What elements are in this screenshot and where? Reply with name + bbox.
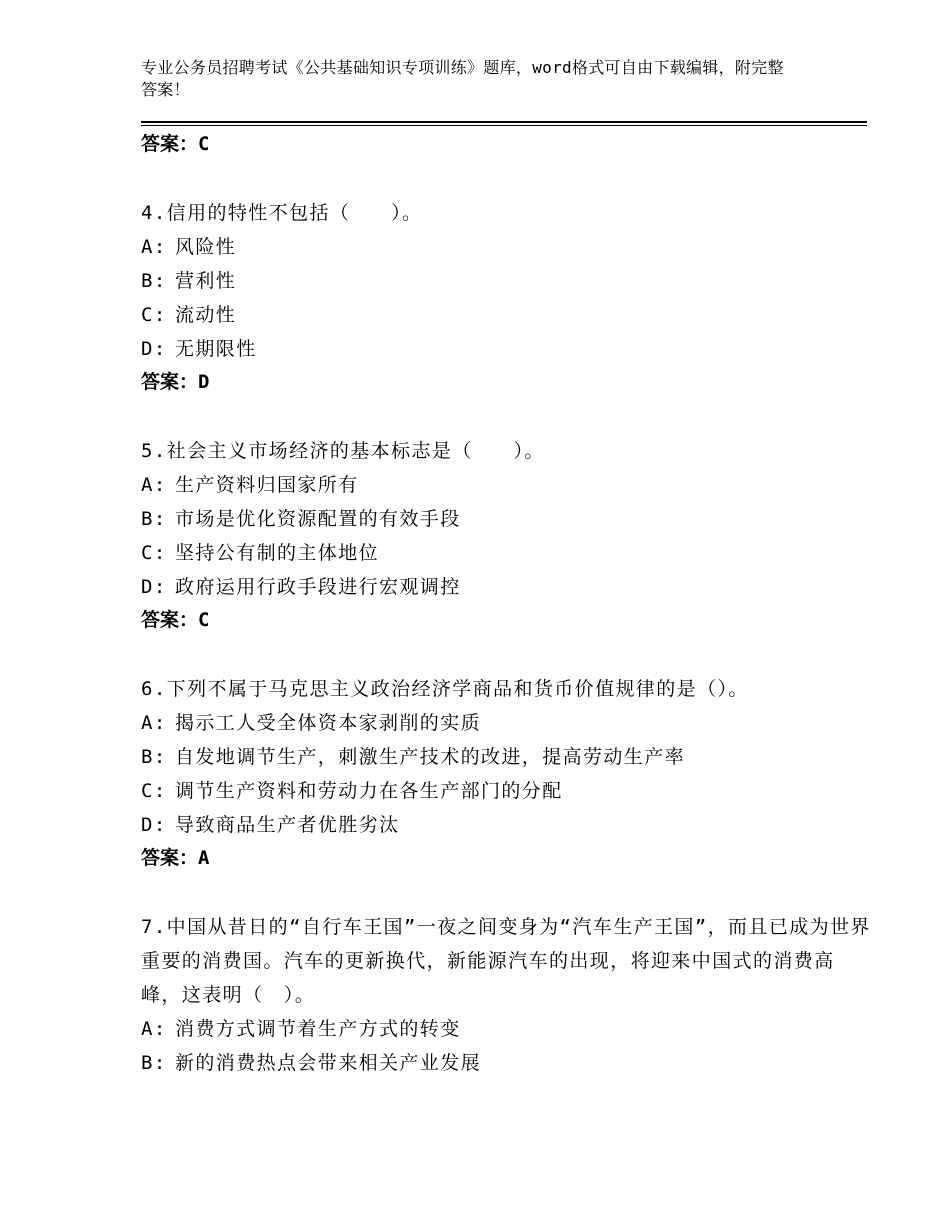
answer-line: 答案：A	[141, 847, 210, 869]
question-stem: 4.信用的特性不包括（ ）。	[141, 202, 423, 224]
question-list	[141, 128, 871, 1080]
option-a: A: 消费方式调节着生产方式的转变	[141, 1018, 461, 1040]
header-rule-thick	[141, 121, 867, 123]
question-stem: 6.下列不属于马克思主义政治经济学商品和货币价值规律的是（）。	[141, 678, 749, 700]
option-d: D: 政府运用行政手段进行宏观调控	[141, 576, 461, 598]
answer-line: 答案：D	[141, 371, 210, 393]
option-d: D: 导致商品生产者优胜劣汰	[141, 814, 400, 836]
option-a: A: 揭示工人受全体资本家剥削的实质	[141, 712, 482, 734]
header-rule-thin	[141, 125, 867, 126]
option-b: B: 市场是优化资源配置的有效手段	[141, 508, 461, 530]
option-b: B: 营利性	[141, 270, 237, 292]
option-a: A: 生产资料归国家所有	[141, 474, 359, 496]
option-c: C: 调节生产资料和劳动力在各生产部门的分配	[141, 780, 563, 802]
option-b: B: 新的消费热点会带来相关产业发展	[141, 1052, 482, 1074]
option-c: C: 流动性	[141, 304, 237, 326]
question-stem: 7.中国从昔日的“自行车王国”一夜之间变身为“汽车生产王国”，而且已成为世界重要的消费国。汽车的更新换代，新能源汽车的出现，将迎来中国式的消费高峰，这表明（ ）。	[141, 916, 871, 1006]
question-7	[141, 910, 871, 1080]
question-stem: 5.社会主义市场经济的基本标志是（ ）。	[141, 440, 545, 462]
option-d: D: 无期限性	[141, 338, 257, 360]
option-b: B: 自发地调节生产，刺激生产技术的改进，提高劳动生产率	[141, 746, 686, 768]
option-a: A: 风险性	[141, 236, 237, 258]
question-4	[141, 196, 871, 398]
question-5	[141, 434, 871, 636]
option-c: C: 坚持公有制的主体地位	[141, 542, 380, 564]
page-header: 专业公务员招聘考试《公共基础知识专项训练》题库，word格式可自由下载编辑，附完整答案！	[141, 58, 784, 99]
question-6	[141, 672, 871, 874]
answer-line: 答案：C	[141, 609, 210, 631]
answer-line: 答案：C	[141, 133, 210, 155]
